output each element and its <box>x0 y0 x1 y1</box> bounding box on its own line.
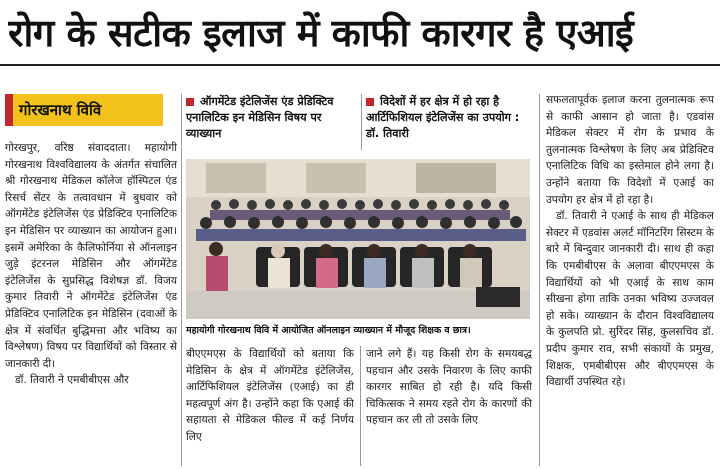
column-1-paragraph-2: डॉ. तिवारी ने एमबीबीएस और <box>15 374 129 387</box>
article-column-3: जाने लगे हैं। यह किसी रोग के समयबद्ध पहचान और उसके निवारण के लिए काफी कारगर साबित हो रही है। यदि किसी चिकित्सक ने समय रहते रोग के कारणों की पहचान कर ली तो उसके लिए <box>366 348 532 427</box>
column-4-paragraph-1: सफलतापूर्वक इलाज करना तुलनात्मक रूप से काफी आसान हो जाता है। एडवांस मेडिकल सेक्टर में रोग के प्रभाव के तुलनात्मक विश्लेषण के लिए अब प्रेडिक्टिव एनालिटिक विधि का इस्तेमाल होने लगा है। उन्होंने बताया कि विदेशों में एआई का उपयोग हर क्षेत्र में हो रहा है। <box>546 94 714 206</box>
subhead-left-text: ऑगमेंटेड इंटेलिजेंस एंड प्रेडिक्टिव एनालिटिक इन मेडिसिन विषय पर व्याख्यान <box>186 95 334 140</box>
subhead-left <box>186 94 354 142</box>
headline-rule <box>0 64 720 66</box>
subhead-right-text: विदेशों में हर क्षेत्र में हो रहा है आर्टिफिशियल इंटेलिजेंस का उपयोग : डॉ. तिवारी <box>366 95 520 140</box>
column-4-paragraph-2: डॉ. तिवारी ने एआई के साथ ही मेडिकल सेक्टर में एडवांस अलर्ट मॉनिटरिंग सिस्टम के बारे में बिन्दुवार जानकारी दी। साथ ही कहा कि एमबीबीएस के अलावा बीएएमएस के विद्यार्थियों को भी एआई के साथ काम सीखना होगा ताकि उनका भविष्य उज्जवल हो सके। व्याख्यान के दौरान विश्वविद्यालय के कुलपति प्रो. सुरिंदर सिंह, कुलसचिव डॉ. प्रदीप कुमार राव, सभी संकायों के प्रमुख, शिक्षक, एमबीबीएस और बीएएमएस के विद्यार्थी उपस्थित रहे। <box>546 210 714 389</box>
column-1-paragraph-1: गोरखपुर, वरिष्ठ संवाददाता। महायोगी गोरखनाथ विश्वविद्यालय के अंतर्गत संचालित श्री गोरखनाथ मेडिकल कॉलेज हॉस्पिटल एंड रिसर्च सेंटर के तत्वावधान में बुधवार को ऑगमेंटेड इंटेलिजेंस एंड प्रेडिक्टिव एनालिटिक इन मेडिसिन पर व्याख्यान का आयोजन हुआ। इसमें अमेरिका के कैलिफोर्निया से ऑनलाइन जुड़े इंटरनल मेडिसिन और ऑगमेंटेड इंटेलिजेंस के सुप्रसिद्ध विशेषज्ञ डॉ. विजय कुमार तिवारी ने ऑगमेंटेड इंटेलिजेंस एंड प्रेडिक्टिव एनालिटिक इन मेडिसिन (दवाओं के क्षेत्र में संवर्धित बुद्धिमत्ता और भविष्य का विश्लेषण) विषय पर विद्यार्थियों को विस्तार से जानकारी दी। <box>5 142 177 370</box>
article-column-4 <box>546 92 714 466</box>
column-divider <box>181 94 182 466</box>
bullet-icon <box>366 98 374 106</box>
event-photo <box>186 159 530 319</box>
photo-caption: महायोगी गोरखनाथ विवि में आयोजित ऑनलाइन व्याख्यान में मौजूद शिक्षक व छात्र। <box>186 325 471 336</box>
column-divider <box>360 346 361 466</box>
section-kicker: गोरखनाथ विवि <box>5 94 163 126</box>
bullet-icon <box>186 98 194 106</box>
headline: रोग के सटीक इलाज में काफी कारगर है एआई <box>8 10 634 55</box>
article-column-2: बीएएमएस के विद्यार्थियों को बताया कि मेडिसिन के क्षेत्र में ऑगमेंटेड इंटेलिजेंस, आर्टिफिशियल इंटेलिजेंस (एआई) का ही महत्वपूर्ण अंग है। उन्होंने कहा कि एआई की सहायता से मेडिकल फील्ड में कई निर्णय लिए <box>186 348 354 443</box>
subhead-divider <box>361 94 362 150</box>
column-divider <box>539 94 540 466</box>
audience-illustration <box>186 159 530 319</box>
subhead-right <box>366 94 536 142</box>
article-column-1 <box>5 140 177 466</box>
